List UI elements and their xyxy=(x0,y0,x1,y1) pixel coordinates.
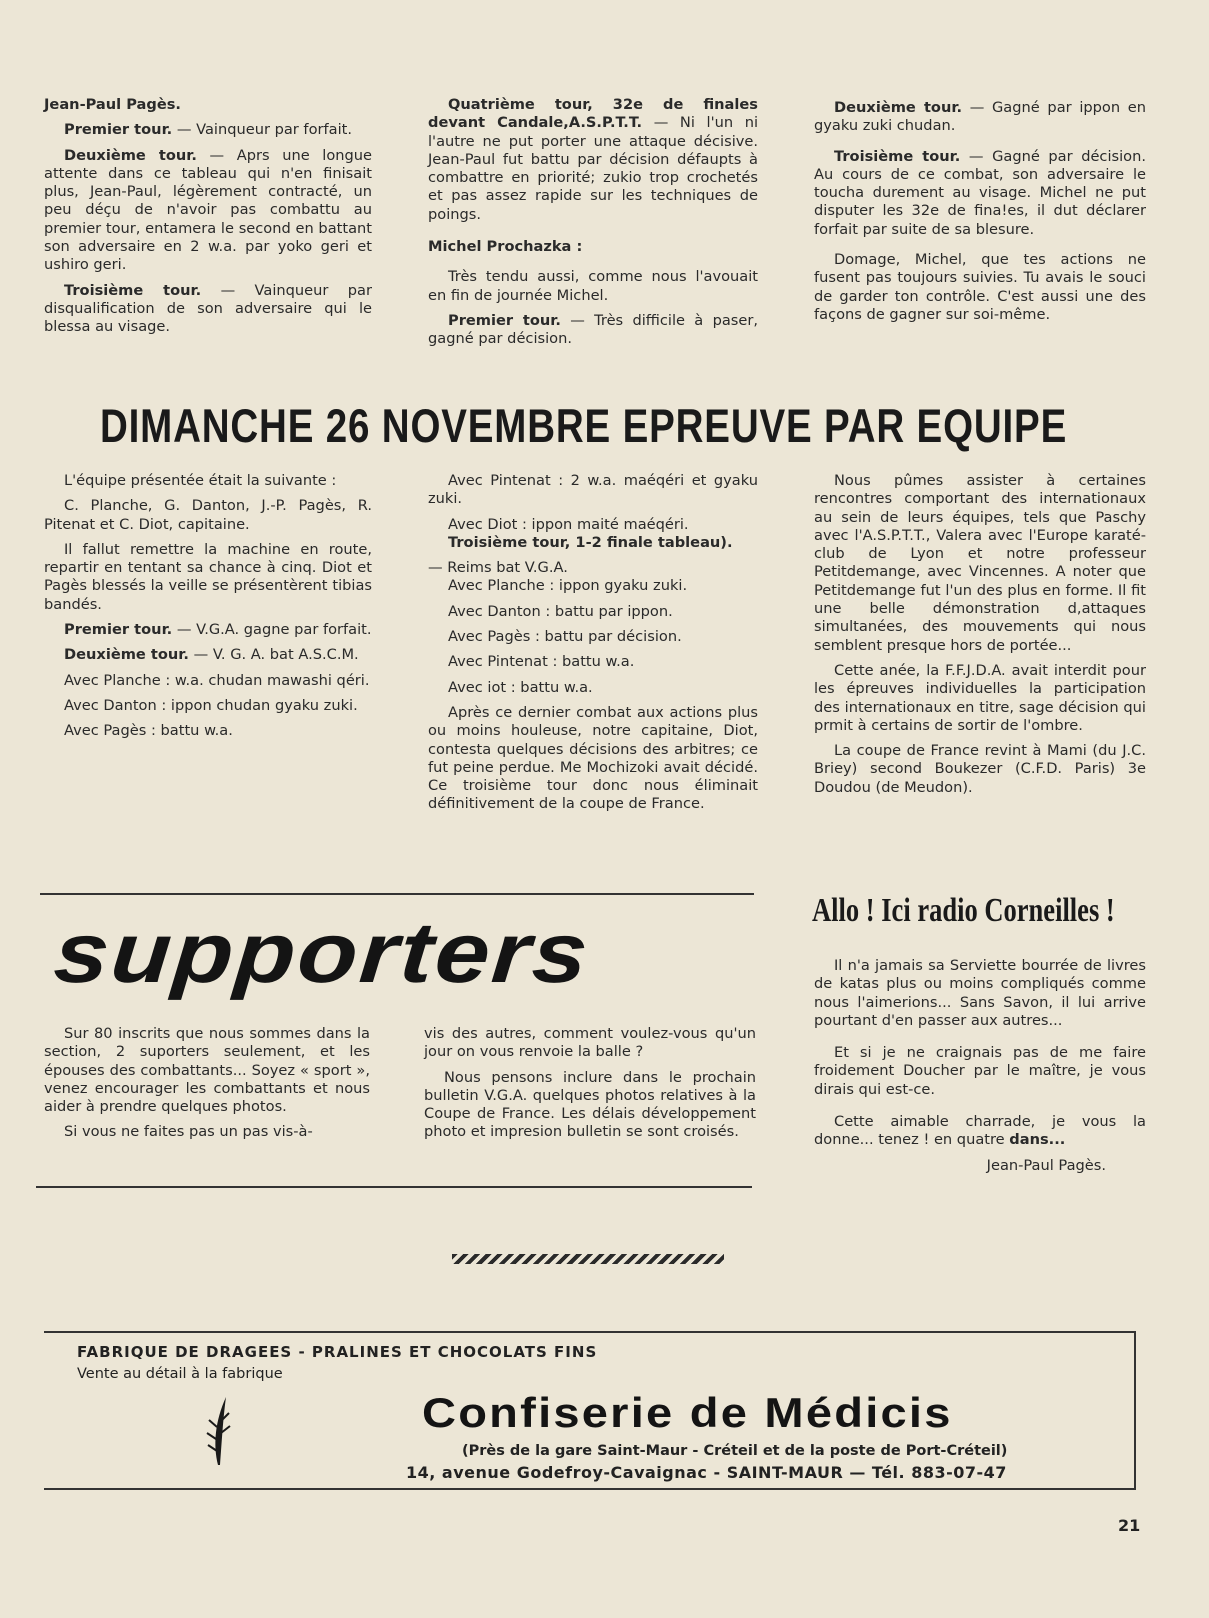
paragraph: Avec Pintenat : battu w.a. xyxy=(448,653,635,671)
paragraph: Premier tour. — Très difficile à paser, gagné par décision. xyxy=(428,311,758,348)
feather-icon xyxy=(204,1393,234,1467)
paragraph: Avec Planche : w.a. chudan mawashi qéri. xyxy=(64,671,370,689)
supporters-column-2 xyxy=(424,1025,756,1149)
paragraph: L'équipe présentée était la suivante : xyxy=(64,472,337,489)
top-column-1 xyxy=(44,96,372,344)
headline: DIMANCHE 26 NOVEMBRE EPREUVE PAR EQUIPE xyxy=(100,399,1068,452)
middle-column-3 xyxy=(814,472,1146,804)
author-name: Jean-Paul Pagès. xyxy=(44,96,181,113)
paragraph: Troisième tour, 1-2 finale tableau). xyxy=(448,533,733,551)
subheading: Michel Prochazka : xyxy=(428,238,583,256)
supporters-column-1 xyxy=(44,1025,370,1149)
paragraph: Deuxième tour. — Gagné par ippon en gyaku zuki chudan. xyxy=(814,99,1147,135)
paragraph: Deuxième tour. — Aprs une longue attente dans ce tableau qui n'en finisait plus, Jean-Paul, légèrement contracté, un peu déçu de n'avoir pas combattu au premier tour, entamera le second en battant son adversaire en 2 w.a. par yoko geri et ushiro geri. xyxy=(44,146,372,274)
decorative-separator xyxy=(452,1254,724,1264)
top-column-2 xyxy=(428,96,758,356)
divider-rule xyxy=(36,1186,752,1188)
paragraph: Si vous ne faites pas un pas vis-à- xyxy=(64,1123,313,1141)
paragraph: C. Planche, G. Danton, J.-P. Pagès, R. Pitenat et C. Diot, capitaine. xyxy=(44,497,372,533)
paragraph: Avec Diot : ippon maité maéqéri. xyxy=(448,515,689,533)
signature: Jean-Paul Pagès. xyxy=(986,1156,1106,1174)
top-column-3 xyxy=(814,99,1146,331)
paragraph: Domage, Michel, que tes actions ne fusent pas toujours suivies. Tu avais le souci de garder ton contrôle. C'est aussi une des façons de gagner sur soi-même. xyxy=(814,251,1146,323)
ad-address: 14, avenue Godefroy-Cavaignac - SAINT-MAUR — Tél. 883-07-47 xyxy=(406,1463,1007,1482)
paragraph: Troisième tour. — Vainqueur par disqualification de son adversaire qui le blessa au visage. xyxy=(44,281,372,336)
paragraph: La coupe de France revint à Mami (du J.C. Briey) second Boukezer (C.F.D. Paris) 3e Doudou (de Meudon). xyxy=(814,742,1146,796)
paragraph: Avec Pintenat : 2 w.a. maéqéri et gyaku zuki. xyxy=(428,472,758,508)
allo-title: Allo ! Ici radio Corneilles ! xyxy=(812,892,1115,929)
paragraph: Avec Planche : ippon gyaku zuki. xyxy=(448,577,688,595)
supporters-title: supporters xyxy=(50,905,594,1001)
middle-column-1 xyxy=(44,472,372,748)
paragraph: Nous pûmes assister à certaines rencontres comportant des internationaux au sein de leurs équipes, tels que Paschy avec l'A.S.P.T.T., Valera avec l'Europe karaté-club de Lyon et notre professeur Petitdemange, avec Vincennes. A noter que Petitdemange fut l'un des plus en forme. Il fit une belle démonstration d,attaques simultanées, des mouvements qui nous semblent presque hors de portée... xyxy=(814,472,1146,654)
paragraph: Il fallut remettre la machine en route, repartir en tentant sa chance à cinq. Diot et Pagès blessés la veille se présentèrent tibias bandés. xyxy=(44,540,372,613)
paragraph: Cette aimable charrade, je vous la donne... tenez ! en quatre dans... xyxy=(814,1113,1146,1149)
ad-brand-name: Confiserie de Médicis xyxy=(422,1389,953,1436)
paragraph: Avec Danton : battu par ippon. xyxy=(448,602,673,620)
confiserie-advertisement xyxy=(44,1331,1136,1490)
paragraph: Premier tour. — V.G.A. gagne par forfait. xyxy=(64,621,372,639)
paragraph: Premier tour. — Vainqueur par forfait. xyxy=(64,121,352,139)
middle-column-2 xyxy=(428,472,758,821)
paragraph: Cette anée, la F.F.J.D.A. avait interdit pour les épreuves individuelles la participation des internationaux en titre, sage décision qui prmit à certains de sortir de l'ombre. xyxy=(814,661,1146,734)
paragraph: Avec Pagès : battu par décision. xyxy=(448,628,682,646)
paragraph: Nous pensons inclure dans le prochain bulletin V.G.A. quelques photos relatives à la Coupe de France. Les délais développement photo et impresion bulletin se sont croisés. xyxy=(424,1068,756,1141)
paragraph: Avec iot : battu w.a. xyxy=(448,678,593,696)
ad-retail-note: Vente au détail à la fabrique xyxy=(77,1366,283,1382)
allo-column xyxy=(814,957,1146,1182)
paragraph: Quatrième tour, 32e de finales devant Candale,A.S.P.T.T. — Ni l'un ni l'autre ne put porter une attaque décisive. Jean-Paul fut battu par décision défaupts à combattre en priorité; zukio trop crochetés et pas assez rapide sur les techniques de poings. xyxy=(428,96,758,223)
ad-location-note: (Près de la gare Saint-Maur - Créteil et de la poste de Port-Créteil) xyxy=(462,1443,1008,1459)
page-number: 21 xyxy=(1118,1516,1141,1535)
paragraph: Et si je ne craignais pas de me faire froidement Doucher par le maître, je vous dirais qui est-ce. xyxy=(814,1044,1146,1098)
ad-tagline: FABRIQUE DE DRAGEES - PRALINES ET CHOCOLATS FINS xyxy=(77,1343,598,1361)
paragraph: — Reims bat V.G.A. xyxy=(428,559,568,577)
paragraph: vis des autres, comment voulez-vous qu'un jour on vous renvoie la balle ? xyxy=(424,1025,756,1061)
paragraph: Avec Danton : ippon chudan gyaku zuki. xyxy=(64,696,358,714)
paragraph: Après ce dernier combat aux actions plus ou moins houleuse, notre capitaine, Diot, contesta quelques décisions des arbitres; ce fut peine perdue. Me Mochizoki avait décidé. Ce troisième tour donc nous éliminait définitivement de la coupe de France. xyxy=(428,703,758,813)
paragraph: Très tendu aussi, comme nous l'avouait en fin de journée Michel. xyxy=(428,268,758,304)
paragraph: Il n'a jamais sa Serviette bourrée de livres de katas plus ou moins compliqués comme nous l'aimerions... Sans Savon, il lui arrive pourtant d'en passer aux autres... xyxy=(814,957,1146,1029)
divider-rule xyxy=(40,893,754,895)
paragraph: Sur 80 inscrits que nous sommes dans la section, 2 suporters seulement, et les épouses des combattants... Soyez « sport », venez encourager les combattants et nous aider à prendre quelques photos. xyxy=(44,1025,370,1116)
paragraph: Deuxième tour. — V. G. A. bat A.S.C.M. xyxy=(64,646,359,664)
paragraph: Troisième tour. — Gagné par décision. Au cours de ce combat, son adversaire le toucha durement au visage. Michel ne put disputer les 32e de fina!es, il dut déclarer forfait par suite de sa blesure. xyxy=(814,147,1146,238)
paragraph: Avec Pagès : battu w.a. xyxy=(64,722,233,740)
